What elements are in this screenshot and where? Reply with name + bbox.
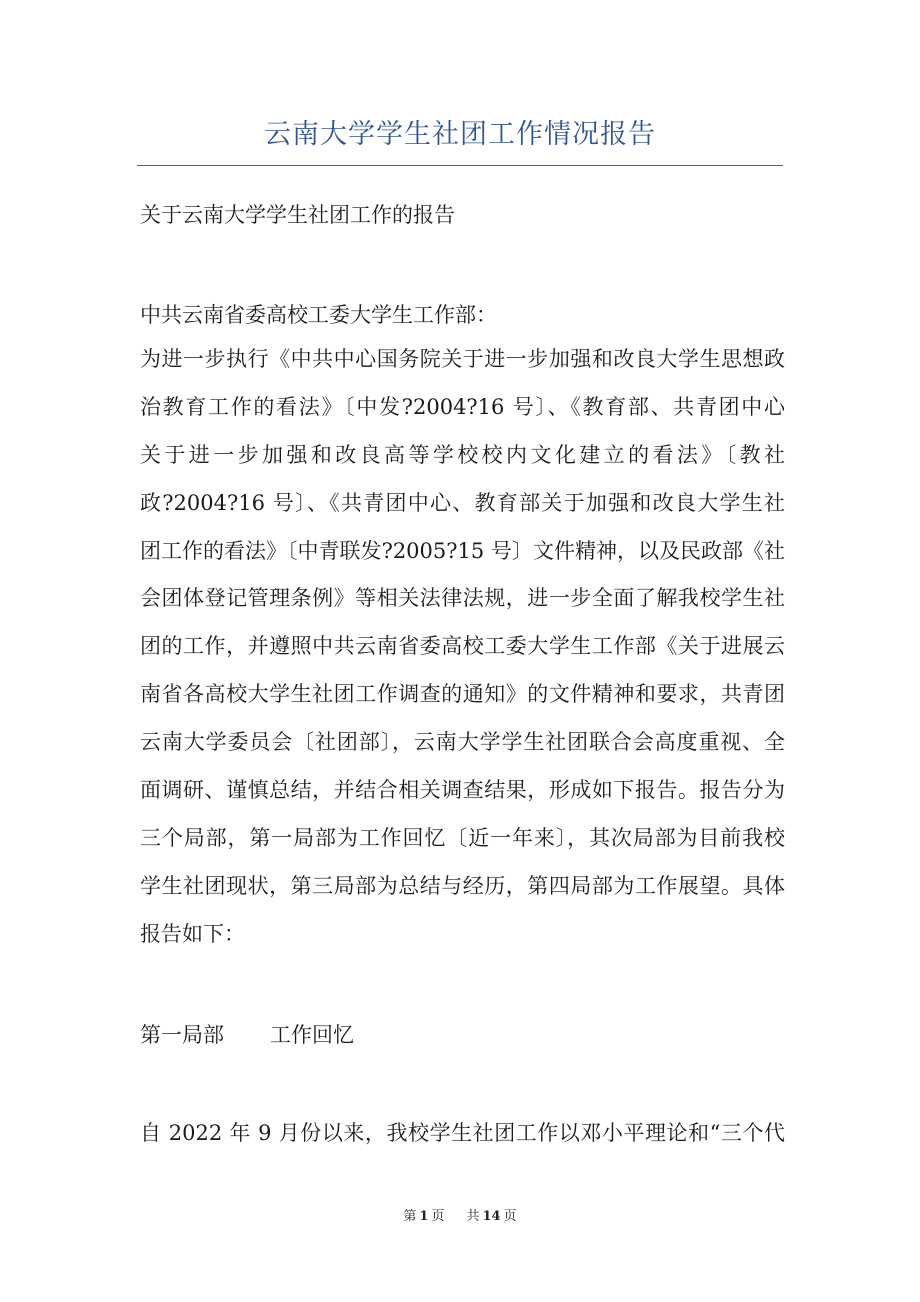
paragraph-line: 会团体登记管理条例》等相关法律法规，进一步全面了解我校学生社: [140, 586, 785, 611]
footer-total-prefix: 共: [466, 1209, 480, 1224]
paragraph-line: 关于进一步加强和改良高等学校校内文化建立的看法》〔教社: [140, 442, 785, 467]
footer-total-suffix: 页: [503, 1209, 517, 1224]
paragraph-line: 云南大学委员会〔社团部〕，云南大学学生社团联合会高度重视、全: [140, 730, 785, 755]
section-paragraph-line: 自 2022 年 9 月份以来，我校学生社团工作以邓小平理论和“三个代: [140, 1121, 785, 1145]
paragraph-line: 三个局部，第一局部为工作回忆〔近一年来〕，其次局部为目前我校: [140, 825, 785, 850]
paragraph-line: 为进一步执行《中共中心国务院关于进一步加强和改良大学生思想政: [140, 347, 785, 371]
paragraph-line: 学生社团现状，第三局部为总结与经历，第四局部为工作展望。具体: [140, 873, 785, 898]
footer-page-prefix: 第: [403, 1209, 417, 1224]
footer-page-suffix: 页: [431, 1209, 445, 1224]
footer-total-pages: 14: [482, 1209, 501, 1224]
section-number: 第一局部: [140, 1023, 224, 1047]
section-heading: [140, 1020, 785, 1050]
paragraph-line: 团的工作，并遵照中共云南省委高校工委大学生工作部《关于进展云: [140, 634, 785, 659]
report-subtitle: 关于云南大学学生社团工作的报告: [140, 203, 455, 227]
intro-paragraph: [140, 336, 785, 959]
paragraph-line: 南省各高校大学生社团工作调查的通知》的文件精神和要求，共青团: [140, 682, 785, 707]
paragraph-line: 治教育工作的看法》〔中发?2004?16 号〕、《教育部、共青团中心: [140, 394, 785, 419]
paragraph-line: 团工作的看法》〔中青联发?2005?15 号〕文件精神，以及民政部《社: [140, 538, 785, 563]
title-underline-rule: [137, 165, 783, 166]
footer-current-page: 1: [419, 1209, 429, 1224]
section-title: 工作回忆: [270, 1023, 354, 1047]
salutation: 中共云南省委高校工委大学生工作部：: [140, 303, 497, 327]
paragraph-line: 报告如下：: [140, 921, 245, 946]
paragraph-line: 面调研、谨慎总结，并结合相关调查结果，形成如下报告。报告分为: [140, 778, 785, 803]
page-footer: [0, 1207, 920, 1227]
paragraph-line: 政?2004?16 号〕、《共青团中心、教育部关于加强和改良大学生社: [140, 490, 785, 515]
document-title: 云南大学学生社团工作情况报告: [264, 119, 656, 150]
